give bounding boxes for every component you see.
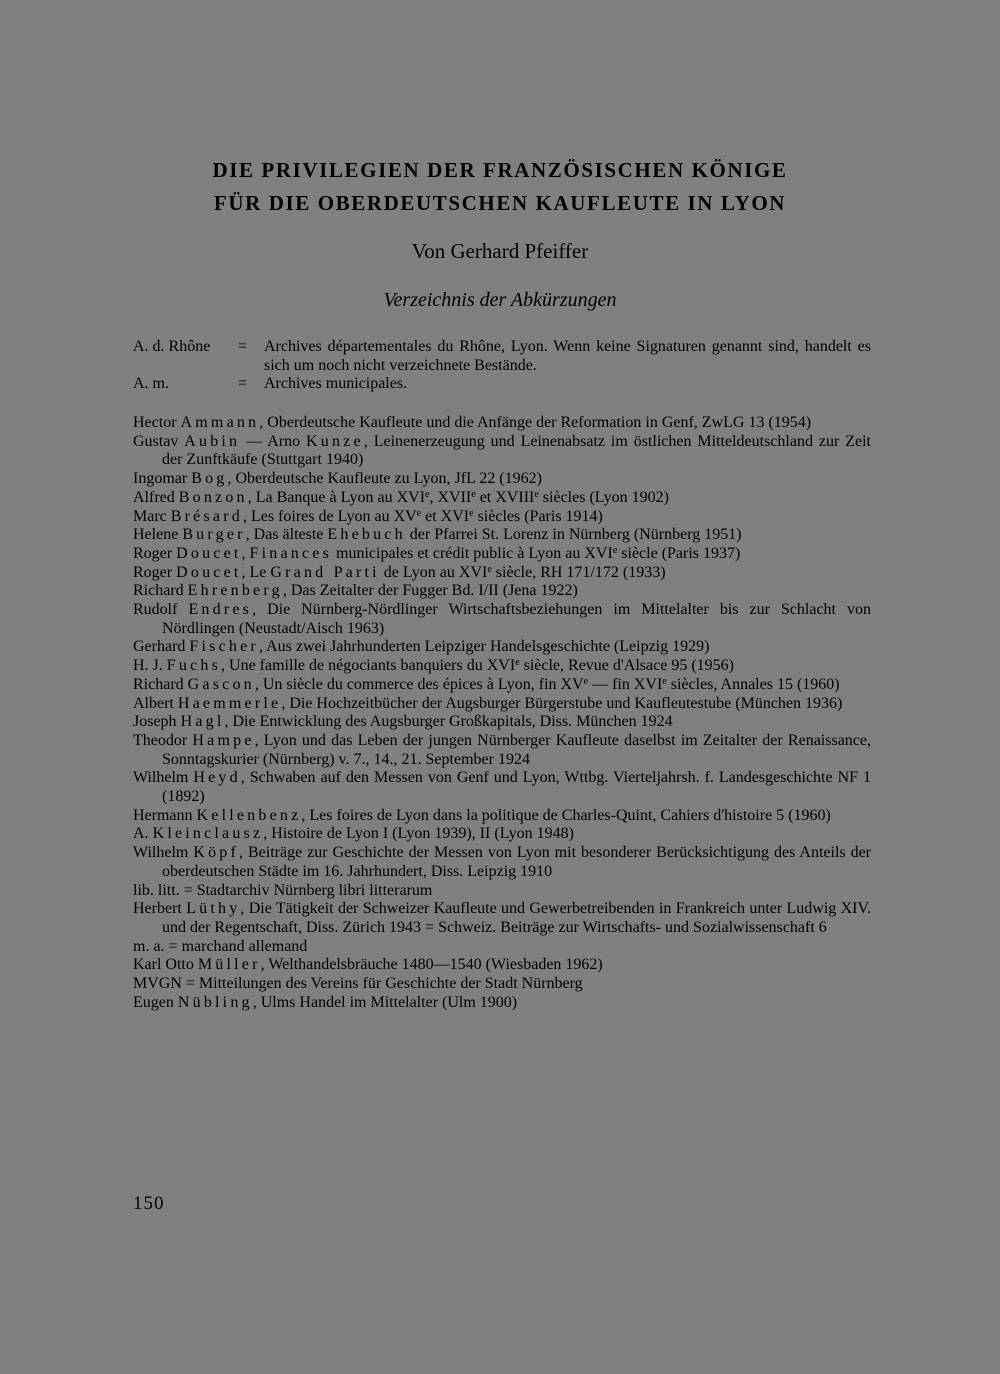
entry-mid: m. a. = marchand allemand xyxy=(133,937,308,955)
author-line: Von Gerhard Pfeiffer xyxy=(411,239,589,263)
bibliography-entry xyxy=(133,975,871,994)
entry-post: , Leinenerzeugung und Leinenabsatz im östlichen Mitteldeutschland zur Zeit der Zunftkäufe (Stuttgart 1940) xyxy=(162,432,871,469)
entry-post: der Pfarrei St. Lorenz in Nürnberg (Nürnberg 1951) xyxy=(405,526,742,544)
entry-mid: , Die Tätigkeit der Schweizer Kaufleute und Gewerbetreibenden in Frankreich unter Ludwig XIV. und der Regentschaft, Diss. Zürich 1943 = Schweiz. Beiträge zur Wirtschafts- und Sozialwissenschaft 6 xyxy=(162,900,872,936)
entry-name: Müller xyxy=(197,956,261,974)
entry-pre: Hector xyxy=(133,414,177,431)
entry-mid: , Die Entwicklung des Augsburger Großkapitals, Diss. München 1924 xyxy=(224,713,673,731)
entry-mid: , Oberdeutsche Kaufleute und die Anfänge der Reformation in Genf, ZwLG 13 (1954) xyxy=(259,414,812,431)
bibliography-entry xyxy=(133,695,871,714)
entry-t2: et XVIII xyxy=(475,488,535,506)
entry-name: Aubin xyxy=(184,432,241,450)
entry-name: Ammann xyxy=(180,414,260,431)
entry-mid: , Schwaben auf den Messen von Genf und Lyon, Wttbg. Vierteljahrsh. f. Landesgeschichte NF 1 (1892) xyxy=(162,769,872,806)
entry-mid: , Das älteste xyxy=(245,526,328,544)
abbreviations-list xyxy=(133,338,871,394)
entry-t1: et XVI xyxy=(421,507,470,525)
entry-mid: , Aus zwei Jahrhunderten Leipziger Handelsgeschichte (Leipzig 1929) xyxy=(258,638,710,656)
entry-s1: e xyxy=(416,507,422,519)
entry-mid: , Un siècle du commerce des épices à Lyon, fin XV xyxy=(254,675,584,693)
entry-mid: , Beiträge zur Geschichte der Messen von Lyon mit besonderer Berücksichtigung des Anteils der oberdeutschen Städte im 16. Jahrhundert, Diss. Leipzig 1910 xyxy=(162,844,872,880)
abbreviation-equals: = xyxy=(238,338,248,355)
entry-mid: , Le xyxy=(241,563,271,581)
entry-mid: lib. litt. = Stadtarchiv Nürnberg libri litterarum xyxy=(133,881,433,899)
entry-name: Kleinclausz xyxy=(152,825,264,843)
bibliography-entry xyxy=(133,489,871,508)
page-number: 150 xyxy=(133,1193,165,1214)
entry-pre: H. J. xyxy=(133,657,163,675)
entry-pre: Roger xyxy=(133,563,173,581)
bibliography-entry xyxy=(133,994,871,1013)
entry-pre: Richard xyxy=(133,582,184,600)
entry-t1: siècle (Paris 1937) xyxy=(617,544,741,562)
entry-mid: , Welthandelsbräuche 1480—1540 (Wiesbaden 1962) xyxy=(260,956,603,974)
bibliography-entry xyxy=(133,526,871,545)
entry-pre: A. xyxy=(133,825,149,843)
entry-name: Hampe xyxy=(192,731,255,749)
entry-post: municipales et crédit public à Lyon au XVI xyxy=(332,544,613,562)
entry-t1: , XVII xyxy=(429,488,472,506)
entry-s1: e xyxy=(515,657,520,669)
entry-mid: , Histoire de Lyon I (Lyon 1939), II (Lyon 1948) xyxy=(263,825,574,843)
bibliography-entry xyxy=(133,713,871,732)
entry-pre: Wilhelm xyxy=(133,844,189,862)
entry-mid: , xyxy=(241,544,250,562)
entry-name: Brésard xyxy=(170,507,243,525)
entry-mid: , Les foires de Lyon dans la politique de Charles-Quint, Cahiers d'histoire 5 (1960) xyxy=(301,806,831,824)
article-title-line-2: FÜR DIE OBERDEUTSCHEN KAUFLEUTE IN LYON xyxy=(213,191,787,215)
bibliography-entry xyxy=(133,676,871,695)
entry-name: Haemmerle xyxy=(177,694,282,712)
bibliography-entry xyxy=(133,582,871,601)
entry-s1: e xyxy=(612,544,618,556)
bibliography-entry xyxy=(133,825,871,844)
entry-pre: Albert xyxy=(133,694,174,712)
bibliography-entry xyxy=(133,657,871,676)
entry-pre: Gustav xyxy=(133,432,179,450)
abbreviations-heading: Verzeichnis der Abkürzungen xyxy=(383,289,617,311)
entry-pre: Marc xyxy=(133,507,167,525)
entry-pre: Helene xyxy=(133,526,179,544)
entry-name: Kellenbenz xyxy=(196,806,302,824)
entry-t2: siècles (Paris 1914) xyxy=(473,507,603,525)
entry-name: Fuchs xyxy=(166,657,222,675)
entry-name: Burger xyxy=(182,526,246,544)
entry-mid: , Ulms Handel im Mittelalter (Ulm 1900) xyxy=(252,993,518,1011)
entry-pre: Roger xyxy=(133,544,173,562)
entry-pre: Hermann xyxy=(133,806,193,824)
article-title-line-1: DIE PRIVILEGIEN DER FRANZÖSISCHEN KÖNIGE xyxy=(212,158,788,182)
bibliography-entry xyxy=(133,564,871,583)
entry-name: Lüthy xyxy=(186,900,241,918)
entry-pre: Herbert xyxy=(133,900,182,918)
entry-s1: e xyxy=(487,563,492,575)
entry-pre: Wilhelm xyxy=(133,769,189,787)
bibliography-entry xyxy=(133,601,871,638)
bibliography-entry xyxy=(133,638,871,657)
entry-t1: siècle, Revue d'Alsace 95 (1956) xyxy=(519,657,734,675)
entry-pre: Gerhard xyxy=(133,638,186,656)
entry-mid: , Oberdeutsche Kaufleute zu Lyon, JfL 22 (1962) xyxy=(227,470,542,488)
entry-mid: , Die Hochzeitbücher der Augsburger Bürgerstube und Kaufleutestube (München 1936) xyxy=(281,694,843,712)
entry-name: Bonzon xyxy=(178,488,248,506)
entry-name: Bog xyxy=(191,470,228,488)
entry-pre: Theodor xyxy=(133,731,188,749)
bibliography-entry xyxy=(133,470,871,489)
entry-t1: — fin XVI xyxy=(588,675,663,693)
entry-mid: , Die Nürnberg-Nördlinger Wirtschaftsbeziehungen im Mittelalter bis zur Schlacht von Nördlingen (Neustadt/Aisch 1963) xyxy=(162,601,871,637)
entry-s1: e xyxy=(583,675,589,687)
entry-post: de Lyon au XVI xyxy=(379,563,488,581)
entry-s2: e xyxy=(662,675,667,687)
entry-pre: Joseph xyxy=(133,713,177,731)
bibliography-list xyxy=(133,414,871,1013)
entry-mid: , La Banque à Lyon au XVI xyxy=(247,488,426,506)
entry-name: Hagl xyxy=(180,713,225,731)
entry-name: Doucet xyxy=(176,544,242,562)
entry-name2: Ehebuch xyxy=(327,526,406,544)
entry-name: Köpf xyxy=(193,844,240,862)
bibliography-entry xyxy=(133,807,871,826)
entry-mid: — Arno xyxy=(240,432,307,450)
entry-mid: , Une famille de négociants banquiers du XVI xyxy=(221,657,516,675)
entry-pre: Ingomar xyxy=(133,470,188,488)
entry-name: Doucet xyxy=(176,563,242,581)
entry-s3: e xyxy=(534,488,539,500)
entry-name2: Finances xyxy=(249,544,332,562)
bibliography-entry xyxy=(133,882,871,901)
entry-name: Fischer xyxy=(189,638,259,656)
entry-pre: Alfred xyxy=(133,488,175,506)
abbreviation-key: A. d. Rhône xyxy=(133,338,211,355)
bibliography-entry xyxy=(133,433,871,470)
bibliography-entry xyxy=(133,414,871,433)
entry-t2: siècles, Annales 15 (1960) xyxy=(666,675,840,693)
entry-name: Gascon xyxy=(187,675,255,693)
entry-t1: siècle, RH 171/172 (1933) xyxy=(491,563,666,581)
entry-mid: , Das Zeitalter der Fugger Bd. I/II (Jena 1922) xyxy=(282,582,578,600)
bibliography-entry xyxy=(133,732,871,769)
bibliography-entry xyxy=(133,844,871,881)
abbreviation-item xyxy=(133,338,871,375)
entry-name: Endres xyxy=(188,601,253,619)
entry-t3: siècles (Lyon 1902) xyxy=(538,488,669,506)
bibliography-entry xyxy=(133,938,871,957)
bibliography-entry xyxy=(133,900,871,937)
entry-pre: Karl Otto xyxy=(133,956,194,974)
entry-pre: Eugen xyxy=(133,993,174,1011)
abbreviation-value: Archives départementales du Rhône, Lyon. Wenn keine Signaturen genannt sind, handelt es sich um noch nicht verzeichnete Bestände. xyxy=(264,338,871,374)
entry-s1: e xyxy=(425,488,430,500)
entry-pre: Richard xyxy=(133,675,184,693)
bibliography-entry xyxy=(133,508,871,527)
bibliography-entry xyxy=(133,956,871,975)
entry-s2: e xyxy=(471,488,476,500)
entry-name: Nübling xyxy=(177,993,253,1011)
entry-name2: Kunze xyxy=(306,432,364,450)
bibliography-entry xyxy=(133,545,871,564)
abbreviation-equals: = xyxy=(238,375,248,392)
entry-mid: , Lyon und das Leben der jungen Nürnberger Kaufleute daselbst im Zeitalter der Renaissance, Sonntagskurier (Nürnberg) v. 7., 14., 21. September 1924 xyxy=(162,731,871,768)
entry-name2: Grand Parti xyxy=(270,563,380,581)
abbreviation-key: A. m. xyxy=(133,375,169,392)
abbreviation-value: Archives municipales. xyxy=(264,375,408,392)
abbreviation-item xyxy=(133,375,871,394)
entry-mid: MVGN = Mitteilungen des Vereins für Geschichte der Stadt Nürnberg xyxy=(133,975,583,993)
entry-s2: e xyxy=(469,507,474,519)
bibliography-entry xyxy=(133,769,871,806)
entry-mid: , Les foires de Lyon au XV xyxy=(242,507,417,525)
entry-name: Ehrenberg xyxy=(187,582,283,600)
entry-pre: Rudolf xyxy=(133,601,178,619)
entry-name: Heyd xyxy=(193,769,241,787)
